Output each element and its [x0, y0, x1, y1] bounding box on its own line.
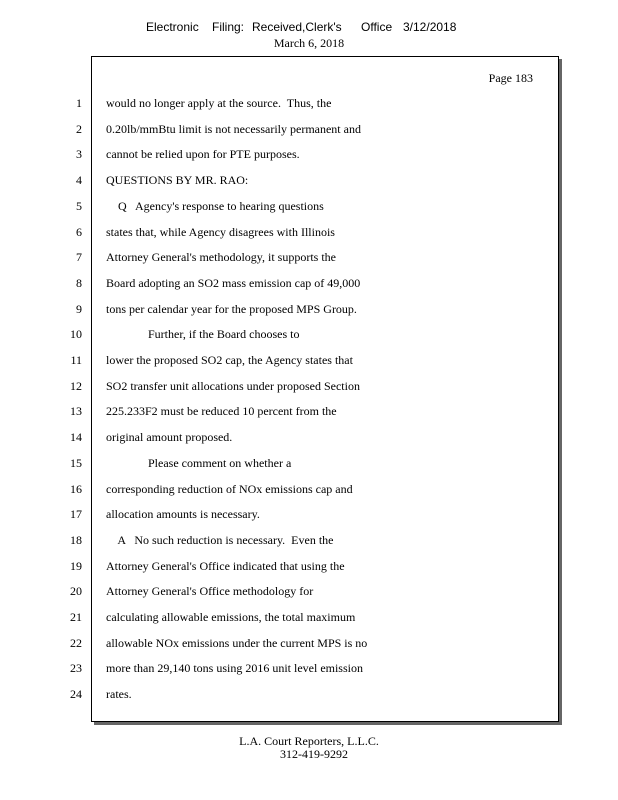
transcript-line: would no longer apply at the source. Thus, the — [106, 96, 332, 110]
line-number: 18 — [70, 532, 82, 547]
transcript-line: rates. — [106, 687, 132, 702]
transcript-date: March 6, 2018 — [273, 36, 345, 50]
transcript-line: lower the proposed SO2 cap, the Agency states that — [106, 353, 353, 367]
transcript-page — [91, 56, 559, 722]
reporter-phone: 312-419-9292 — [280, 747, 348, 761]
transcript-line: Please comment on whether a — [106, 455, 292, 470]
line-number: 21 — [70, 610, 82, 624]
line-number: 15 — [70, 455, 82, 470]
transcript-line: SO2 transfer unit allocations under proposed Section — [106, 378, 360, 393]
transcript-line: A No such reduction is necessary. Even the — [106, 532, 334, 547]
transcript-line: corresponding reduction of NOx emissions cap and — [106, 481, 353, 496]
transcript-line: Further, if the Board chooses to — [106, 327, 300, 342]
stamp-word-office: Office — [361, 20, 393, 34]
line-number: 23 — [70, 661, 82, 676]
line-number: 12 — [70, 378, 82, 393]
transcript-line: Attorney General's methodology, it supports the — [106, 250, 337, 265]
stamp-date: 3/12/2018 — [403, 20, 457, 34]
line-number: 9 — [76, 301, 82, 316]
line-number: 2 — [76, 121, 82, 136]
transcript-line: allocation amounts is necessary. — [106, 507, 260, 522]
transcript-line: Attorney General's Office indicated that using the — [106, 558, 345, 573]
transcript-line: calculating allowable emissions, the total maximum — [106, 610, 356, 624]
line-number: 16 — [70, 481, 82, 496]
transcript-line: cannot be relied upon for PTE purposes. — [106, 147, 300, 162]
transcript-line: allowable NOx emissions under the current MPS is no — [106, 635, 368, 650]
line-number: 24 — [70, 687, 82, 702]
line-number: 3 — [76, 147, 82, 162]
transcript-line: Attorney General's Office methodology for — [106, 584, 314, 599]
line-number: 11 — [70, 353, 82, 367]
line-number: 5 — [76, 198, 82, 213]
line-number: 13 — [70, 404, 82, 419]
transcript-line: original amount proposed. — [106, 430, 233, 445]
line-number: 1 — [76, 96, 82, 110]
stamp-word-electronic: Electronic — [146, 20, 199, 34]
stamp-word-filing: Filing: — [212, 20, 245, 34]
transcript-line: more than 29,140 tons using 2016 unit level emission — [106, 661, 363, 676]
transcript-line: 0.20lb/mmBtu limit is not necessarily permanent and — [106, 121, 361, 136]
line-number: 4 — [76, 173, 82, 188]
page-number: Page 183 — [488, 71, 533, 85]
transcript-line: QUESTIONS BY MR. RAO: — [106, 173, 249, 188]
reporter-company: L.A. Court Reporters, L.L.C. — [239, 734, 379, 748]
stamp-word-received: Received,Clerk's — [252, 20, 342, 34]
line-number: 14 — [70, 430, 82, 445]
line-number: 6 — [76, 224, 82, 239]
line-number: 20 — [70, 584, 82, 599]
line-number: 19 — [70, 558, 82, 573]
line-number: 7 — [76, 250, 82, 265]
line-number: 17 — [70, 507, 82, 522]
line-number: 10 — [70, 327, 82, 342]
transcript-line: Board adopting an SO2 mass emission cap of 49,000 — [106, 275, 361, 290]
line-number: 8 — [76, 275, 82, 290]
transcript-line: tons per calendar year for the proposed MPS Group. — [106, 301, 357, 316]
transcript-line: 225.233F2 must be reduced 10 percent from the — [106, 404, 337, 419]
line-number: 22 — [70, 635, 82, 650]
transcript-line: Q Agency's response to hearing questions — [106, 198, 324, 213]
transcript-line: states that, while Agency disagrees with Illinois — [106, 224, 335, 239]
